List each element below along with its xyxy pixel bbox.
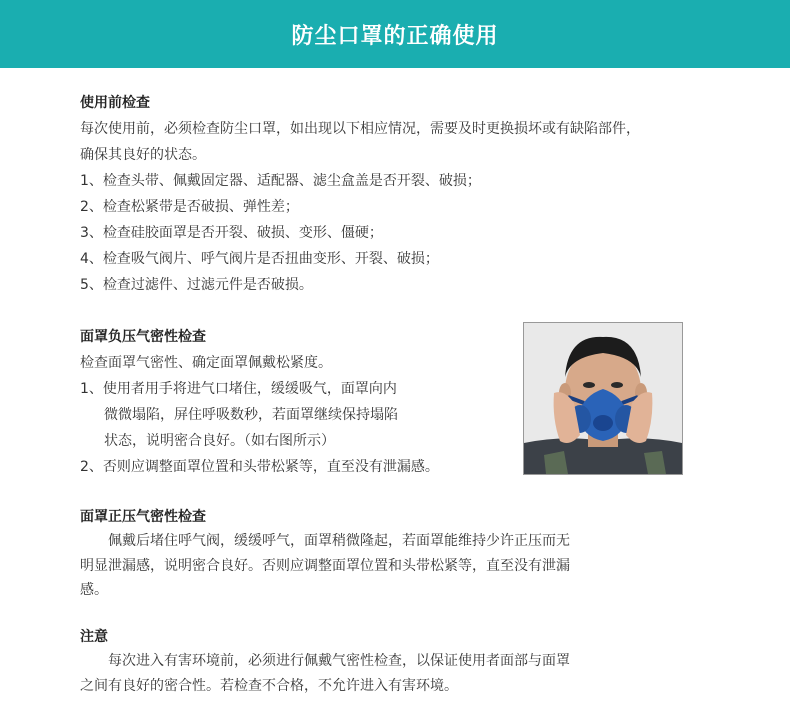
note-line: 之间有良好的密合性。若检查不合格，不允许进入有害环境。 — [80, 678, 458, 694]
pre-use-line: 每次使用前，必须检查防尘口罩，如出现以下相应情况，需要及时更换损坏或有缺陷部件， — [80, 121, 640, 137]
title-banner — [0, 0, 790, 68]
note-line: 每次进入有害环境前，必须进行佩戴气密性检查，以保证使用者面部与面罩 — [108, 653, 570, 669]
positive-pressure-line: 感。 — [80, 582, 108, 598]
negative-pressure-line: 微微塌陷，屏住呼吸数秒，若面罩继续保持塌陷 — [104, 407, 398, 423]
pre-use-line: 1、检查头带、佩戴固定器、适配器、滤尘盒盖是否开裂、破损； — [80, 173, 481, 189]
pre-use-line: 3、检查硅胶面罩是否开裂、破损、变形、僵硬； — [80, 225, 383, 241]
page-title: 防尘口罩的正确使用 — [291, 23, 499, 49]
negative-pressure-heading: 面罩负压气密性检查 — [80, 329, 206, 345]
negative-pressure-line: 检查面罩气密性、确定面罩佩戴松紧度。 — [80, 355, 332, 371]
positive-pressure-heading: 面罩正压气密性检查 — [80, 509, 206, 525]
negative-pressure-line: 1、使用者用手将进气口堵住，缓缓吸气，面罩向内 — [80, 381, 397, 397]
pre-use-line: 2、检查松紧带是否破损、弹性差； — [80, 199, 299, 215]
pre-use-heading: 使用前检查 — [80, 95, 150, 111]
mask-wearer-illustration — [524, 323, 682, 474]
positive-pressure-line: 佩戴后堵住呼气阀，缓缓呼气，面罩稍微隆起，若面罩能维持少许正压而无 — [108, 533, 570, 549]
positive-pressure-line: 明显泄漏感，说明密合良好。否则应调整面罩位置和头带松紧等，直至没有泄漏 — [80, 558, 570, 574]
negative-pressure-line: 2、否则应调整面罩位置和头带松紧等，直至没有泄漏感。 — [80, 459, 439, 475]
pre-use-line: 4、检查吸气阀片、呼气阀片是否扭曲变形、开裂、破损； — [80, 251, 439, 267]
note-heading: 注意 — [80, 629, 108, 645]
pre-use-line: 5、检查过滤件、过滤元件是否破损。 — [80, 277, 313, 293]
negative-pressure-line: 状态，说明密合良好。（如右图所示） — [104, 433, 335, 449]
mask-wearer-photo — [523, 322, 683, 475]
pre-use-line: 确保其良好的状态。 — [80, 147, 206, 163]
